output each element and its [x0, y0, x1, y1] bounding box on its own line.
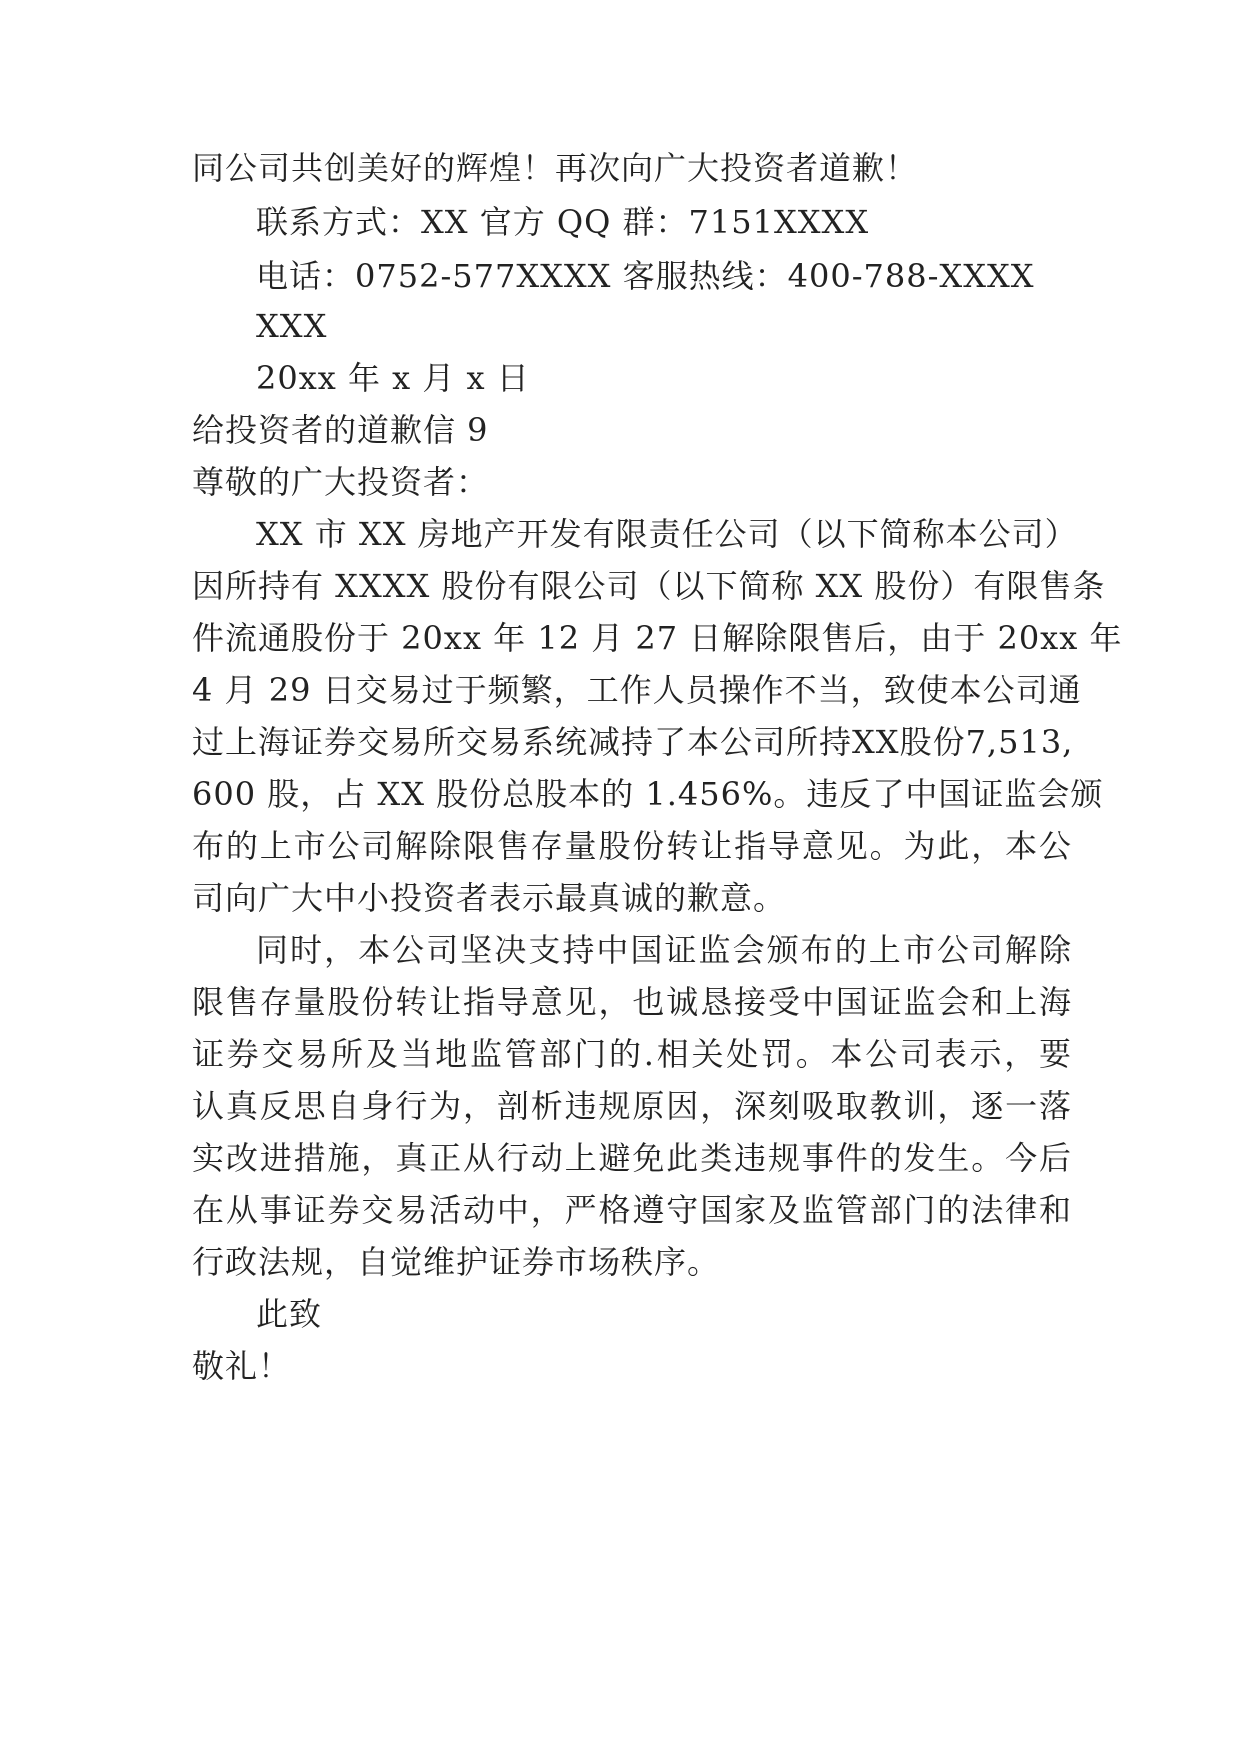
paragraph1-line: 布的上市公司解除限售存量股份转让指导意见。为此，本公	[192, 827, 1072, 865]
paragraph2-line: 行政法规，自觉维护证券市场秩序。	[192, 1243, 721, 1281]
signer-line: XXX	[256, 307, 328, 345]
paragraph2-line: 认真反思自身行为，剖析违规原因，深刻吸取教训，逐一落	[192, 1087, 1072, 1125]
salutation: 尊敬的广大投资者：	[192, 463, 490, 501]
contact-line: 联系方式：XX 官方 QQ 群：7151XXXX	[256, 203, 870, 241]
paragraph1-line: 600 股，占 XX 股份总股本的 1.456%。违反了中国证监会颁	[192, 775, 1104, 813]
paragraph1-line: 司向广大中小投资者表示最真诚的歉意。	[192, 879, 787, 917]
closing-previous-line: 同公司共创美好的辉煌！再次向广大投资者道歉！	[192, 149, 919, 187]
paragraph1-line: 过上海证券交易所交易系统减持了本公司所持XX股份7,513,	[192, 723, 1074, 761]
phone-line: 电话：0752-577XXXX 客服热线：400-788-XXXX	[256, 257, 1035, 295]
paragraph1-line: XX 市 XX 房地产开发有限责任公司（以下简称本公司）	[256, 515, 1078, 553]
paragraph2-line: 实改进措施，真正从行动上避免此类违规事件的发生。今后	[192, 1139, 1072, 1177]
paragraph2-line: 同时，本公司坚决支持中国证监会颁布的上市公司解除	[256, 931, 1072, 969]
paragraph2-line: 在从事证券交易活动中，严格遵守国家及监管部门的法律和	[192, 1191, 1072, 1229]
paragraph1-line: 4 月 29 日交易过于频繁，工作人员操作不当，致使本公司通	[192, 671, 1082, 709]
date-line: 20xx 年 x 月 x 日	[256, 359, 530, 397]
closing-word: 此致	[256, 1295, 323, 1333]
paragraph2-line: 证券交易所及当地监管部门的.相关处罚。本公司表示，要	[192, 1035, 1072, 1073]
paragraph1-line: 因所持有 XXXX 股份有限公司（以下简称 XX 股份）有限售条	[192, 567, 1106, 605]
paragraph1-line: 件流通股份于 20xx 年 12 月 27 日解除限售后，由于 20xx 年	[192, 619, 1123, 657]
regards: 敬礼！	[192, 1347, 292, 1385]
paragraph2-line: 限售存量股份转让指导意见，也诚恳接受中国证监会和上海	[192, 983, 1072, 1021]
letter-title: 给投资者的道歉信 9	[192, 411, 489, 449]
